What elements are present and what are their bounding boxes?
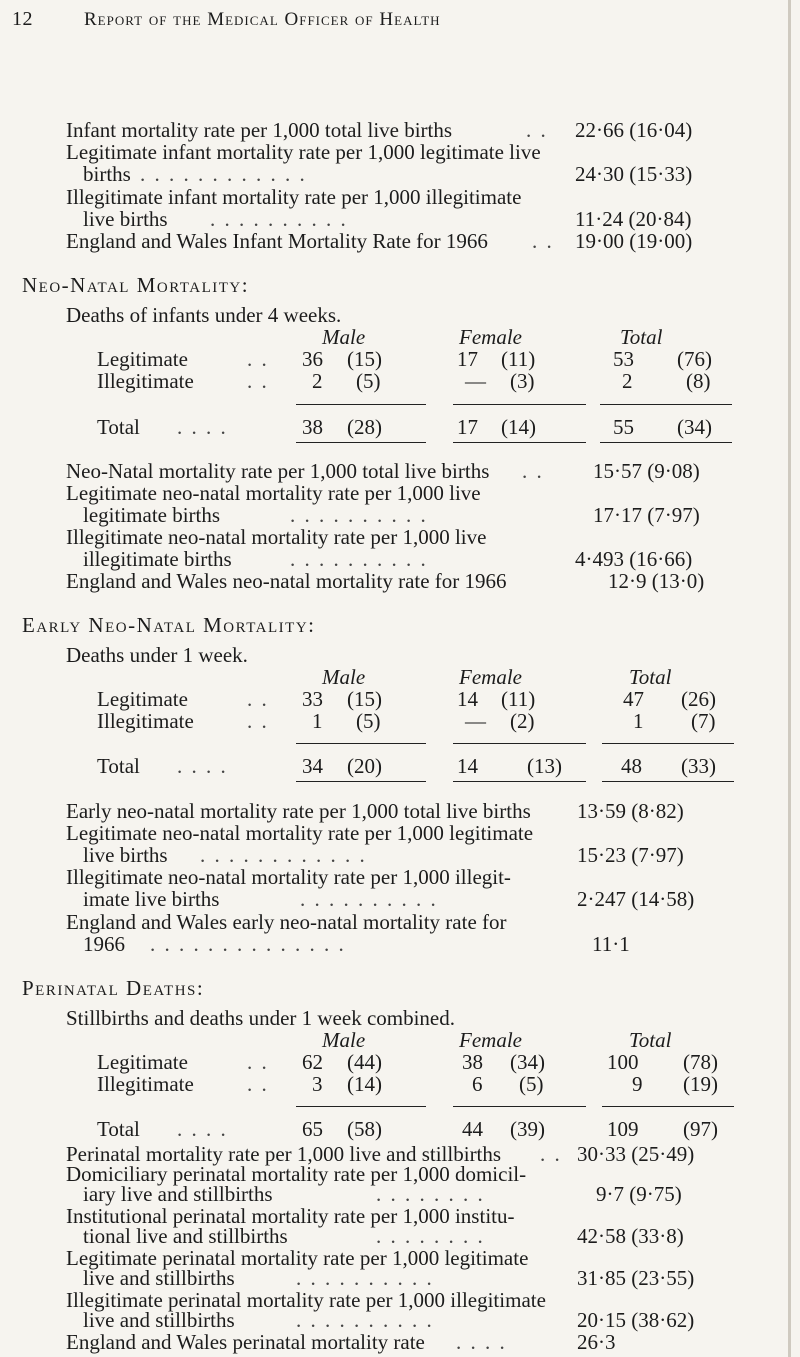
leader-dots: . . . . . . . . . . [300,887,438,911]
page-header [12,8,441,31]
cell: 62 [302,1050,323,1074]
cell: (5) [356,369,381,393]
early-rate-2-line2: live births [83,843,168,867]
early-rate-1: Early neo-natal mortality rate per 1,000 total live births [66,799,531,823]
leader-dots: . . . . . . . . . . . . . . [150,932,346,956]
cell: — [465,709,486,733]
peri-rate-4-value: 31·85 (23·55) [577,1266,695,1290]
leader-dots: . . . . . . . . . . [290,503,428,527]
neo-natal-heading: Neo-Natal Mortality: [22,273,250,297]
leader-dots: . . [247,687,269,711]
cell: 100 [607,1050,639,1074]
neo-rate-4-value: 12·9 (13·0) [608,569,705,593]
cell: 38 [302,415,323,439]
table-rule [453,743,586,744]
peri-rate-2-value: 9·7 (9·75) [596,1182,682,1206]
cell: (13) [527,754,562,778]
neo-rate-1-value: 15·57 (9·08) [593,459,700,483]
cell: 48 [621,754,642,778]
early-rate-3: Illegitimate neo-natal mortality rate per 1,000 illegit- [66,865,511,889]
cell: 14 [457,754,478,778]
row-label: Total [97,415,140,439]
table-rule [296,743,426,744]
col-total: Total [629,665,672,689]
table-rule [600,404,732,405]
leader-dots: . . [247,347,269,371]
table-rule [602,1106,734,1107]
leader-dots: . . [247,1072,269,1096]
neo-rate-2-line2: legitimate births [83,503,221,527]
cell: 36 [302,347,323,371]
cell: (19) [683,1072,718,1096]
early-neo-natal-heading: Early Neo-Natal Mortality: [22,613,316,637]
cell: (39) [510,1117,545,1141]
peri-rate-6: England and Wales perinatal mortality rate [66,1330,425,1354]
table-rule [296,404,426,405]
neo-rate-1: Neo-Natal mortality rate per 1,000 total live births [66,459,490,483]
leader-dots: . . . . . . . . . . [296,1308,434,1332]
row-label: Legitimate [97,687,188,711]
peri-rate-4: Legitimate perinatal mortality rate per 1,000 legitimate [66,1246,529,1270]
leader-dots: . . [247,1050,269,1074]
infant-rate-4-value: 19·00 (19·00) [575,229,693,253]
table-rule [602,743,734,744]
early-rate-2-value: 15·23 (7·97) [577,843,684,867]
early-rate-1-value: 13·59 (8·82) [577,799,684,823]
cell: 17 [457,347,478,371]
leader-dots: . . [526,118,548,142]
infant-rate-1-value: 22·66 (16·04) [575,118,693,142]
cell: (7) [691,709,716,733]
row-label: Total [97,754,140,778]
cell: (44) [347,1050,382,1074]
row-label: Legitimate [97,347,188,371]
cell: 53 [613,347,634,371]
leader-dots: . . . . . . . . . . [296,1266,434,1290]
cell: — [465,369,486,393]
infant-rate-2-line1: Legitimate infant mortality rate per 1,000 legitimate live [66,140,541,164]
page-number: 12 [12,8,33,30]
neo-rate-2-value: 17·17 (7·97) [593,503,700,527]
cell: (20) [347,754,382,778]
cell: (34) [510,1050,545,1074]
table-rule [600,442,732,443]
table-rule [453,404,586,405]
leader-dots: . . . . . . . . [376,1224,485,1248]
leader-dots: . . . . [177,1117,228,1141]
cell: 6 [472,1072,483,1096]
cell: (97) [683,1117,718,1141]
cell: 44 [462,1117,483,1141]
cell: (11) [501,347,536,371]
cell: (2) [510,709,535,733]
cell: (5) [519,1072,544,1096]
leader-dots: . . . . . . . . . . . . [200,843,367,867]
neo-natal-subheading: Deaths of infants under 4 weeks. [66,303,342,327]
cell: (5) [356,709,381,733]
row-label: Illegitimate [97,709,194,733]
cell: 17 [457,415,478,439]
cell: 14 [457,687,478,711]
col-male: Male [322,1028,366,1052]
perinatal-heading: Perinatal Deaths: [22,976,205,1000]
perinatal-subheading: Stillbirths and deaths under 1 week combined. [66,1006,456,1030]
cell: 109 [607,1117,639,1141]
cell: (76) [677,347,712,371]
cell: 34 [302,754,323,778]
page-edge-shadow [788,0,791,1357]
cell: 47 [623,687,644,711]
peri-rate-1: Perinatal mortality rate per 1,000 live and stillbirths [66,1142,502,1166]
peri-rate-5-value: 20·15 (38·62) [577,1308,695,1332]
cell: (33) [681,754,716,778]
cell: (34) [677,415,712,439]
peri-rate-2-line2: iary live and stillbirths [83,1182,273,1206]
leader-dots: . . . . . . . . . . . . [140,162,307,186]
early-rate-4-value: 11·1 [592,932,630,956]
early-rate-3-value: 2·247 (14·58) [577,887,695,911]
row-label: Illegitimate [97,1072,194,1096]
leader-dots: . . [540,1142,562,1166]
leader-dots: . . [532,229,554,253]
leader-dots: . . [522,459,544,483]
row-label: Legitimate [97,1050,188,1074]
row-label: Illegitimate [97,369,194,393]
col-female: Female [459,1028,522,1052]
leader-dots: . . . . [177,754,228,778]
cell: 1 [633,709,644,733]
page-title: Report of the Medical Officer of Health [84,9,441,30]
table-rule [296,442,426,443]
cell: (8) [686,369,711,393]
early-rate-4-line2: 1966 [83,932,125,956]
neo-rate-3-line2: illegitimate births [83,547,232,571]
cell: 9 [632,1072,643,1096]
infant-rate-3-value: 11·24 (20·84) [575,207,692,231]
infant-rate-2-value: 24·30 (15·33) [575,162,693,186]
cell: 3 [312,1072,323,1096]
early-rate-4: England and Wales early neo-natal mortality rate for [66,910,507,934]
infant-rate-3-line2: live births [83,207,168,231]
leader-dots: . . . . [177,415,228,439]
peri-rate-1-value: 30·33 (25·49) [577,1142,695,1166]
cell: 55 [613,415,634,439]
table-rule [453,781,586,782]
cell: (3) [510,369,535,393]
col-male: Male [322,325,366,349]
col-female: Female [459,665,522,689]
table-rule [296,781,426,782]
cell: (14) [347,1072,382,1096]
leader-dots: . . [247,369,269,393]
cell: (15) [347,687,382,711]
infant-rate-4-line1: England and Wales Infant Mortality Rate for 1966 [66,229,488,253]
neo-rate-3-value: 4·493 (16·66) [575,547,693,571]
table-rule [453,1106,586,1107]
peri-rate-6-value: 26·3 [577,1330,616,1354]
cell: (11) [501,687,536,711]
infant-rate-2-line2: births [83,162,131,186]
cell: 33 [302,687,323,711]
peri-rate-5: Illegitimate perinatal mortality rate per 1,000 illegitimate [66,1288,546,1312]
early-rate-2: Legitimate neo-natal mortality rate per 1,000 legitimate [66,821,534,845]
early-neo-natal-subheading: Deaths under 1 week. [66,643,248,667]
col-total: Total [620,325,663,349]
neo-rate-3: Illegitimate neo-natal mortality rate per 1,000 live [66,525,487,549]
cell: (15) [347,347,382,371]
col-male: Male [322,665,366,689]
neo-rate-4: England and Wales neo-natal mortality rate for 1966 [66,569,507,593]
cell: 65 [302,1117,323,1141]
infant-rate-1-line1: Infant mortality rate per 1,000 total live births [66,118,453,142]
leader-dots: . . [247,709,269,733]
col-female: Female [459,325,522,349]
cell: (78) [683,1050,718,1074]
table-rule [602,781,734,782]
leader-dots: . . . . . . . . . . [210,207,348,231]
peri-rate-5-line2: live and stillbirths [83,1308,235,1332]
neo-rate-2: Legitimate neo-natal mortality rate per 1,000 live [66,481,481,505]
cell: 2 [622,369,633,393]
peri-rate-3-line2: tional live and stillbirths [83,1224,288,1248]
table-rule [453,442,586,443]
cell: (26) [681,687,716,711]
row-label: Total [97,1117,140,1141]
cell: (14) [501,415,536,439]
leader-dots: . . . . . . . . [376,1182,485,1206]
infant-rate-3-line1: Illegitimate infant mortality rate per 1,000 illegitimate [66,185,522,209]
leader-dots: . . . . . . . . . . [290,547,428,571]
peri-rate-3: Institutional perinatal mortality rate per 1,000 institu- [66,1204,515,1228]
peri-rate-3-value: 42·58 (33·8) [577,1224,684,1248]
early-rate-3-line2: imate live births [83,887,220,911]
cell: (58) [347,1117,382,1141]
col-total: Total [629,1028,672,1052]
peri-rate-2: Domiciliary perinatal mortality rate per 1,000 domicil- [66,1162,527,1186]
cell: 2 [312,369,323,393]
cell: (28) [347,415,382,439]
table-rule [296,1106,426,1107]
cell: 38 [462,1050,483,1074]
leader-dots: . . . . [456,1330,507,1354]
peri-rate-4-line2: live and stillbirths [83,1266,235,1290]
cell: 1 [312,709,323,733]
